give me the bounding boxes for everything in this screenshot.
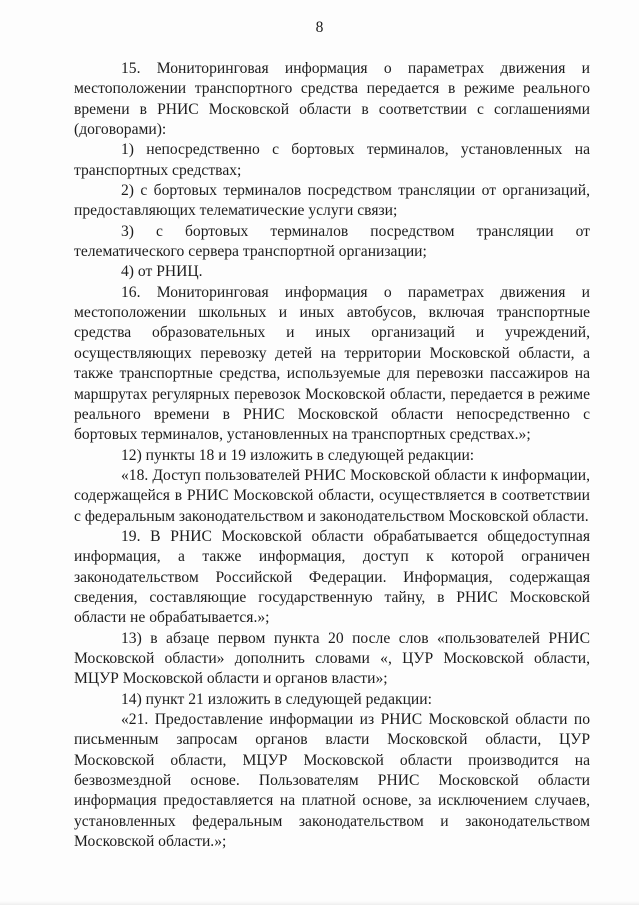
amendment-12: 12) пункты 18 и 19 изложить в следующей редакции:	[121, 446, 475, 464]
amendment-14: 14) пункт 21 изложить в следующей редакции:	[121, 690, 432, 708]
paragraph-19: 19. В РНИС Московской области обрабатывается общедоступная информация, а также информация, доступ к которой ограничен законодательством Российской Федерации. Информация, содержащая сведения, составляющие государственную тайну, в РНИС Московской области не обрабатывается.»;	[74, 527, 590, 627]
list-item-3: 3) с бортовых терминалов посредством трансляции от телематического сервера транспортной организации;	[74, 222, 590, 261]
list-item-2: 2) с бортовых терминалов посредством трансляции от организаций, предоставляющих телематические услуги связи;	[74, 182, 590, 220]
list-item-1: 1) непосредственно с бортовых терминалов, установленных на транспортных средствах;	[74, 141, 590, 179]
page-number: 8	[315, 19, 324, 36]
amendment-13: 13) в абзаце первом пункта 20 после слов «пользователей РНИС Московской области» дополнить словами «, ЦУР Московской области, МЦУР Московской области и органов власти»;	[74, 629, 590, 688]
paragraph-15: 15. Мониторинговая информация о параметрах движения и местоположении транспортного средства передается в режиме реального времени в РНИС Московской области в соответствии с соглашениями (договорами):	[74, 60, 590, 139]
scan-bottom-edge	[0, 901, 639, 905]
document-body	[74, 59, 590, 852]
list-item-4: 4) от РНИЦ.	[121, 263, 203, 281]
paragraph-18: «18. Доступ пользователей РНИС Московской области к информации, содержащейся в РНИС Московской области, осуществляется в соответствии с федеральным законодательством и законодательством Московской области.	[74, 466, 590, 525]
paragraph-16: 16. Мониторинговая информация о параметрах движения и местоположении школьных и иных автобусов, включая транспортные средства образовательных и иных организаций и учреждений, осуществляющих перевозку детей на территории Московской области, а также транспортные средства, используемые для перевозки пассажиров на маршрутах регулярных перевозок Московской области, передается в режиме реального времени в РНИС Московской области непосредственно с бортовых терминалов, установленных на транспортных средствах.»;	[74, 283, 590, 444]
paragraph-21: «21. Предоставление информации из РНИС Московской области по письменным запросам органов власти Московской области, ЦУР Московской области, МЦУР Московской области производится на безвозмездной основе. Пользователям РНИС Московской области информация предоставляется на платной основе, за исключением случаев, установленных федеральным законодательством и законодательством Московской области.»;	[74, 711, 590, 851]
